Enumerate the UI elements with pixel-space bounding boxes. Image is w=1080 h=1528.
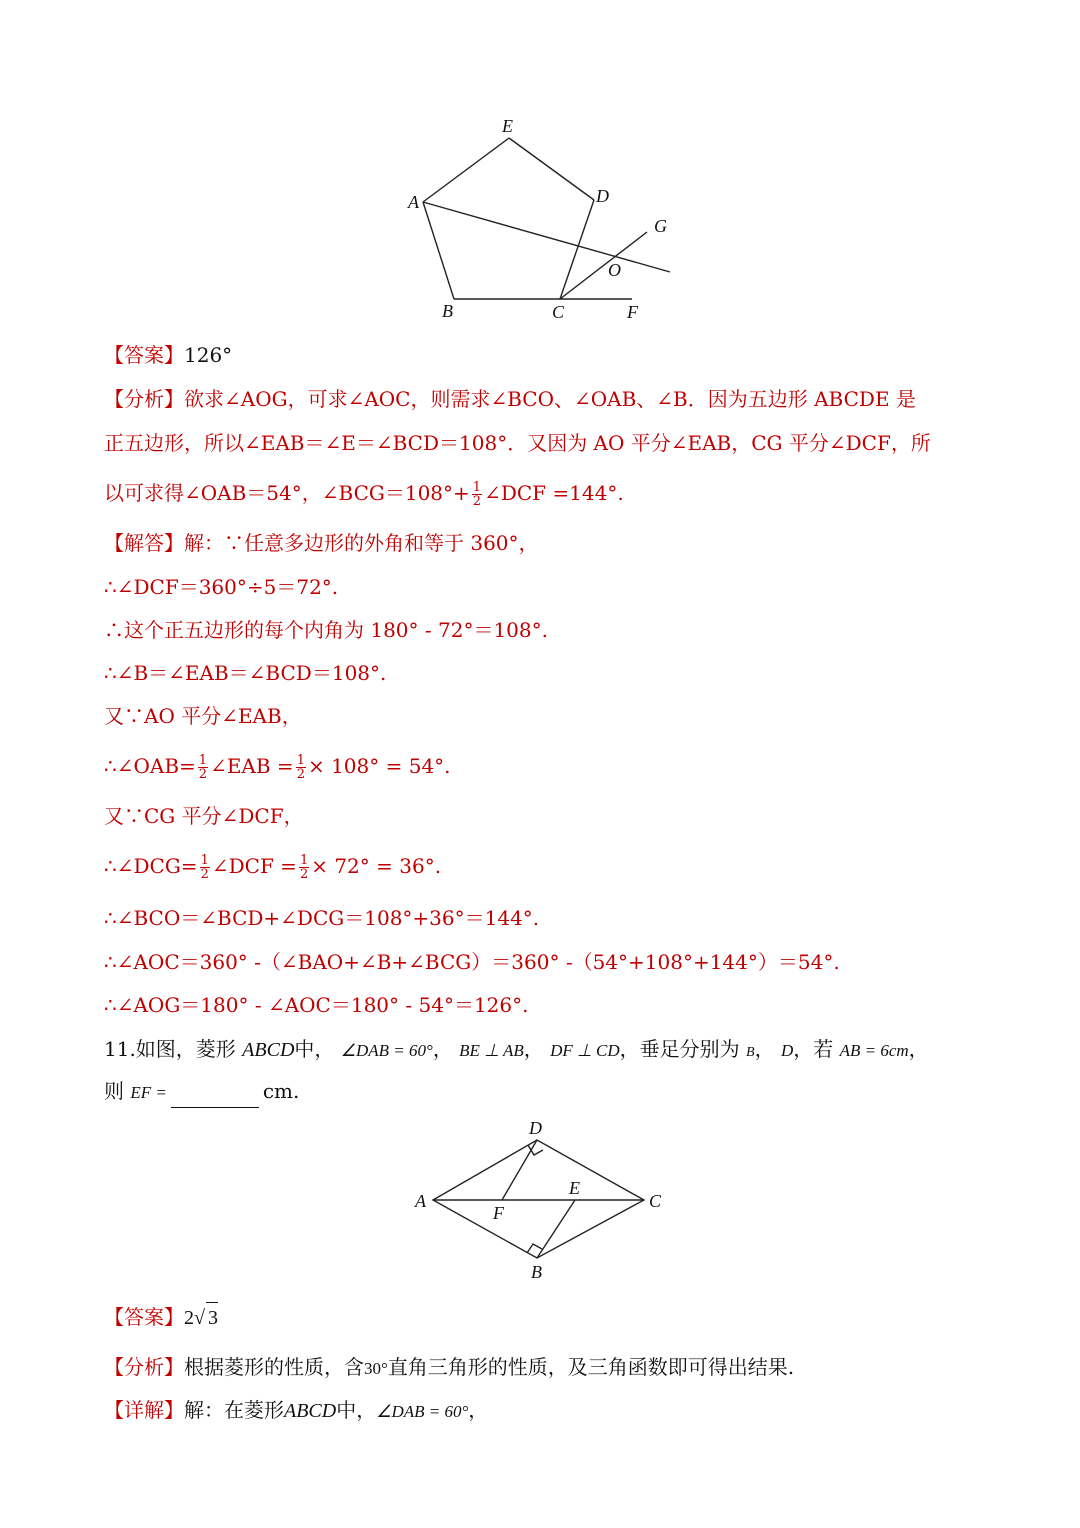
rhombus-figure — [405, 1112, 675, 1292]
q10-analysis-line-3 — [104, 478, 624, 508]
solution-text: × 108° = 54°. — [307, 754, 451, 778]
solution-text: ∴∠DCG= — [104, 854, 198, 878]
ray-AO — [423, 202, 670, 272]
stem-text: 中， — [294, 1037, 335, 1061]
label-B: B — [531, 1262, 542, 1282]
q10-solution-line-8 — [104, 851, 441, 881]
math-df-cd: DF ⊥ CD — [550, 1041, 620, 1060]
fraction-denominator: 2 — [472, 494, 482, 509]
fraction-denominator: 2 — [198, 767, 208, 782]
label-B: B — [442, 301, 453, 321]
math-be-ab: BE ⊥ AB — [459, 1041, 524, 1060]
solution-text: 解：∵任意多边形的外角和等于 360°， — [184, 531, 539, 555]
stem-text: 则 — [104, 1079, 124, 1103]
fraction-half — [299, 854, 309, 881]
label-O: O — [608, 260, 621, 280]
analysis-text: ∠DCF =144°. — [484, 481, 624, 505]
label-F: F — [493, 1203, 504, 1223]
math-abcd: ABCD — [242, 1039, 295, 1061]
segment-DF — [502, 1140, 537, 1200]
fraction-numerator: 1 — [472, 480, 482, 495]
fraction-half — [472, 481, 482, 508]
solution-text: × 72° = 36°. — [311, 854, 442, 878]
q10-solution-line-2 — [104, 572, 338, 602]
solution-text: ∴∠AOC＝360° -（∠BAO+∠B+∠BCG）＝360° -（54°+108°+144°）＝54°. — [104, 950, 840, 974]
analysis-text: 根据菱形的性质，含 — [184, 1355, 364, 1379]
q11-stem-line-2 — [104, 1076, 299, 1108]
answer-tag: 【答案】 — [104, 1305, 184, 1329]
analysis-tag: 【分析】 — [104, 1355, 184, 1379]
q10-solution-line-4 — [104, 658, 386, 688]
solution-text: ∴∠OAB= — [104, 754, 196, 778]
stem-text: . — [293, 1079, 300, 1103]
label-C: C — [649, 1191, 662, 1211]
q11-answer — [104, 1302, 218, 1333]
detail-text: 解：在菱形 — [184, 1398, 284, 1422]
detail-tag: 【详解】 — [104, 1398, 184, 1422]
answer-value: 2√ 3 — [184, 1307, 218, 1329]
q10-solution-line-1 — [104, 528, 539, 558]
q10-analysis-line-1 — [104, 384, 916, 414]
q10-analysis-line-2 — [104, 428, 931, 458]
analysis-text: 直角三角形的性质，及三角函数即可得出结果. — [387, 1355, 795, 1379]
answer-blank — [171, 1085, 259, 1108]
analysis-text: 30° — [364, 1359, 388, 1378]
q10-solution-line-11 — [104, 990, 528, 1020]
analysis-text: 欲求∠AOG，可求∠AOC，则需求∠BCO、∠OAB、∠B．因为五边形 ABCDE 是 — [184, 387, 916, 411]
label-E: E — [569, 1178, 580, 1198]
q10-solution-line-9 — [104, 903, 539, 933]
label-F: F — [627, 302, 638, 322]
analysis-text: 以可求得∠OAB＝54°，∠BCG＝108°+ — [104, 481, 470, 505]
label-D: D — [596, 186, 609, 206]
solution-text: 又∵AO 平分∠EAB， — [104, 704, 302, 728]
stem-text: ， — [523, 1037, 544, 1061]
pentagon-figure — [400, 110, 690, 330]
math-abcd: ABCD — [284, 1400, 337, 1422]
math-angle-dab: ∠DAB = 60° — [376, 1402, 469, 1421]
segment-AB — [423, 202, 454, 299]
q11-stem-line-1 — [104, 1034, 929, 1068]
solution-text: ∴∠B＝∠EAB＝∠BCD＝108°. — [104, 661, 387, 685]
label-E: E — [502, 116, 513, 136]
solution-text: ∠EAB = — [210, 754, 294, 778]
fraction-half — [198, 754, 208, 781]
math-b: B — [746, 1045, 755, 1060]
label-G: G — [654, 216, 667, 236]
solution-text: ∠DCF = — [211, 854, 297, 878]
solution-text: ∴∠BCO＝∠BCD+∠DCG＝108°+36°＝144°. — [104, 906, 540, 930]
fraction-numerator: 1 — [296, 753, 305, 768]
solution-text: ∴∠DCF＝360°÷5＝72°. — [104, 575, 339, 599]
ray-CG — [560, 232, 647, 299]
fraction-denominator: 2 — [296, 767, 305, 782]
answer-tag: 【答案】 — [104, 343, 184, 367]
fraction-numerator: 1 — [198, 753, 208, 768]
answer-coefficient: 2 — [184, 1307, 194, 1329]
analysis-tag: 【分析】 — [104, 387, 184, 411]
label-A: A — [415, 1191, 426, 1211]
math-d: D — [780, 1041, 794, 1060]
right-angle-mark-B — [527, 1244, 542, 1253]
answer-value: 126° — [184, 343, 233, 367]
stem-text: 11.如图，菱形 — [104, 1037, 236, 1061]
label-D: D — [529, 1118, 542, 1138]
q10-solution-line-10 — [104, 947, 840, 977]
analysis-text: 正五边形，所以∠EAB＝∠E＝∠BCD＝108°．又因为 AO 平分∠EAB，CG 平分∠DCF，所 — [104, 431, 931, 455]
label-A: A — [408, 192, 419, 212]
segment-ED — [509, 138, 594, 200]
segment-BE — [537, 1200, 575, 1258]
stem-text: ， — [754, 1037, 775, 1061]
math-angle-dab: ∠DAB = 60° — [340, 1041, 433, 1060]
stem-text: ， — [432, 1037, 453, 1061]
q10-solution-line-5 — [104, 701, 302, 731]
solution-text: ∴这个正五边形的每个内角为 180° - 72°＝108°. — [104, 618, 548, 642]
q10-solution-line-7 — [104, 801, 304, 831]
fraction-denominator: 2 — [299, 867, 309, 882]
stem-text: cm — [262, 1079, 294, 1103]
solution-tag: 【解答】 — [104, 531, 184, 555]
math-ab-6cm: AB = 6cm — [839, 1041, 909, 1060]
fraction-half — [296, 754, 306, 781]
q11-detail — [104, 1395, 488, 1427]
segment-EA — [423, 138, 509, 202]
q10-answer — [104, 340, 232, 370]
fraction-denominator: 2 — [200, 867, 209, 882]
solution-text: 又∵CG 平分∠DCF， — [104, 804, 304, 828]
fraction-half — [200, 854, 210, 881]
stem-text: ，垂足分别为 — [619, 1037, 740, 1061]
math-ef: EF = — [130, 1083, 167, 1102]
q10-solution-line-6 — [104, 751, 451, 781]
fraction-numerator: 1 — [299, 853, 309, 868]
label-C: C — [552, 302, 565, 322]
q10-solution-line-3 — [104, 615, 548, 645]
stem-text: ，若 — [793, 1037, 834, 1061]
q11-analysis — [104, 1352, 794, 1384]
rhombus-ABCD — [433, 1140, 644, 1258]
solution-text: ∴∠AOG＝180° - ∠AOC＝180° - 54°＝126°. — [104, 993, 529, 1017]
detail-text: ， — [468, 1398, 489, 1422]
fraction-numerator: 1 — [200, 853, 209, 868]
answer-radicand: 3 — [206, 1302, 218, 1333]
detail-text: 中， — [336, 1398, 377, 1422]
right-angle-mark-D — [528, 1145, 543, 1155]
stem-text: ， — [908, 1037, 929, 1061]
